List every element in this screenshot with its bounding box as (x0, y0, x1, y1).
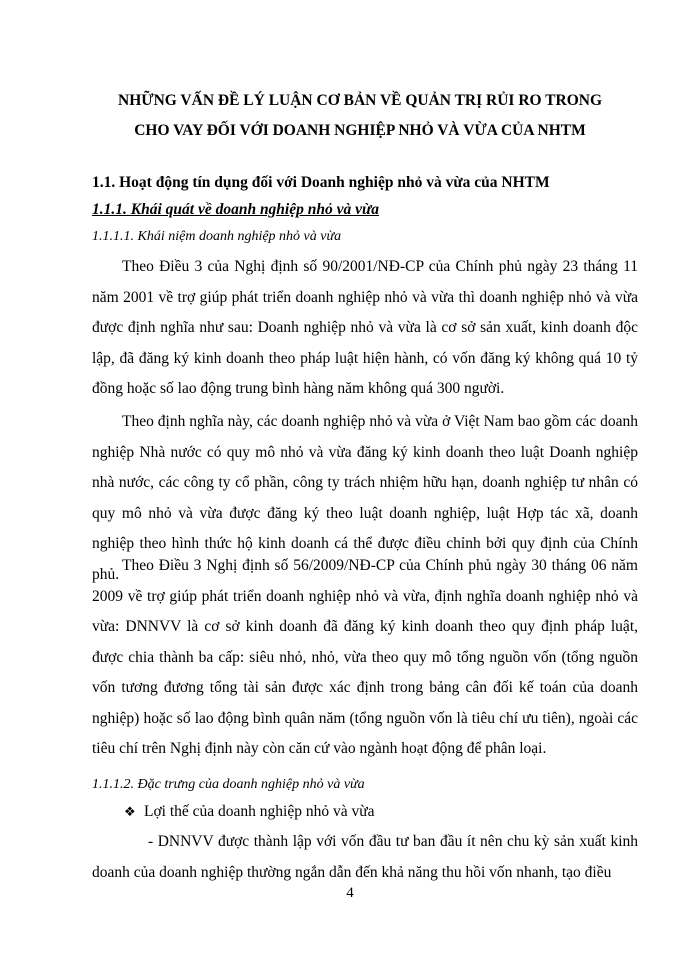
heading-1-1: 1.1. Hoạt động tín dụng đối với Doanh nghiệp nhỏ và vừa của NHTM (92, 174, 550, 191)
paragraph-definition-2009: Theo Điều 3 Nghị định số 56/2009/NĐ-CP của Chính phủ ngày 30 tháng 06 năm 2009 về trợ giúp phát triển doanh nghiệp nhỏ và vừa, định nghĩa doanh nghiệp nhỏ và vừa: DNNVV là cơ sở kinh doanh đã đăng ký kinh doanh theo quy định pháp luật, được chia thành ba cấp: siêu nhỏ, nhỏ, vừa theo quy mô tổng nguồn vốn (tổng nguồn vốn tương đương tổng tài sản được xác định trong bảng cân đối kế toán của doanh nghiệp) hoặc số lao động bình quân năm (tổng nguồn vốn là tiêu chí ưu tiên), ngoài các tiêu chí trên Nghị định này còn căn cứ vào ngành hoạt động để phân loại. (92, 557, 638, 757)
diamond-bullet-icon: ❖ (124, 804, 136, 819)
paragraph-definition-2001: Theo Điều 3 của Nghị định số 90/2001/NĐ-CP của Chính phủ ngày 23 tháng 11 năm 2001 về trợ giúp phát triển doanh nghiệp nhỏ và vừa thì doanh nghiệp nhỏ và vừa được định nghĩa như sau: Doanh nghiệp nhỏ và vừa là cơ sở sản xuất, kinh doanh độc lập, đã đăng ký kinh doanh theo pháp luật hiện hành, có vốn đăng ký không quá 10 tỷ đồng hoặc số lao động trung bình hàng năm không quá 300 người. (92, 258, 638, 397)
paragraph-advantage-1: - DNNVV được thành lập với vốn đầu tư ban đầu ít nên chu kỳ sản xuất kinh doanh của doanh nghiệp thường ngắn dẫn đến khả năng thu hồi vốn nhanh, tạo điều (92, 833, 638, 881)
bullet-item-label: Lợi thế của doanh nghiệp nhỏ và vừa (144, 803, 375, 820)
page-number: 4 (346, 885, 354, 901)
heading-1-1-1-2: 1.1.1.2. Đặc trưng của doanh nghiệp nhỏ và vừa (92, 777, 365, 792)
title-line-1: NHỮNG VẤN ĐỀ LÝ LUẬN CƠ BẢN VỀ QUẢN TRỊ RỦI RO TRONG (118, 92, 602, 109)
bullet-item-advantages (124, 803, 375, 821)
paragraph-scope: Theo định nghĩa này, các doanh nghiệp nhỏ và vừa ở Việt Nam bao gồm các doanh nghiệp Nhà nước có quy mô nhỏ và vừa đăng ký kinh doanh theo luật Doanh nghiệp nhà nước, các công ty cổ phần, công ty trách nhiệm hữu hạn, doanh nghiệp tư nhân có quy mô nhỏ và vừa được đăng ký theo luật doanh nghiệp, luật Hợp tác xã, doanh nghiệp theo hình thức hộ kinh doanh cá thể được điều chỉnh bởi quy định của Chính phủ. (92, 413, 638, 583)
title-line-2: CHO VAY ĐỐI VỚI DOANH NGHIỆP NHỎ VÀ VỪA CỦA NHTM (134, 122, 586, 139)
heading-1-1-1: 1.1.1. Khái quát về doanh nghiệp nhỏ và vừa (92, 201, 380, 218)
document-title (80, 86, 640, 146)
heading-1-1-1-1: 1.1.1.1. Khái niệm doanh nghiệp nhỏ và vừa (92, 229, 342, 244)
